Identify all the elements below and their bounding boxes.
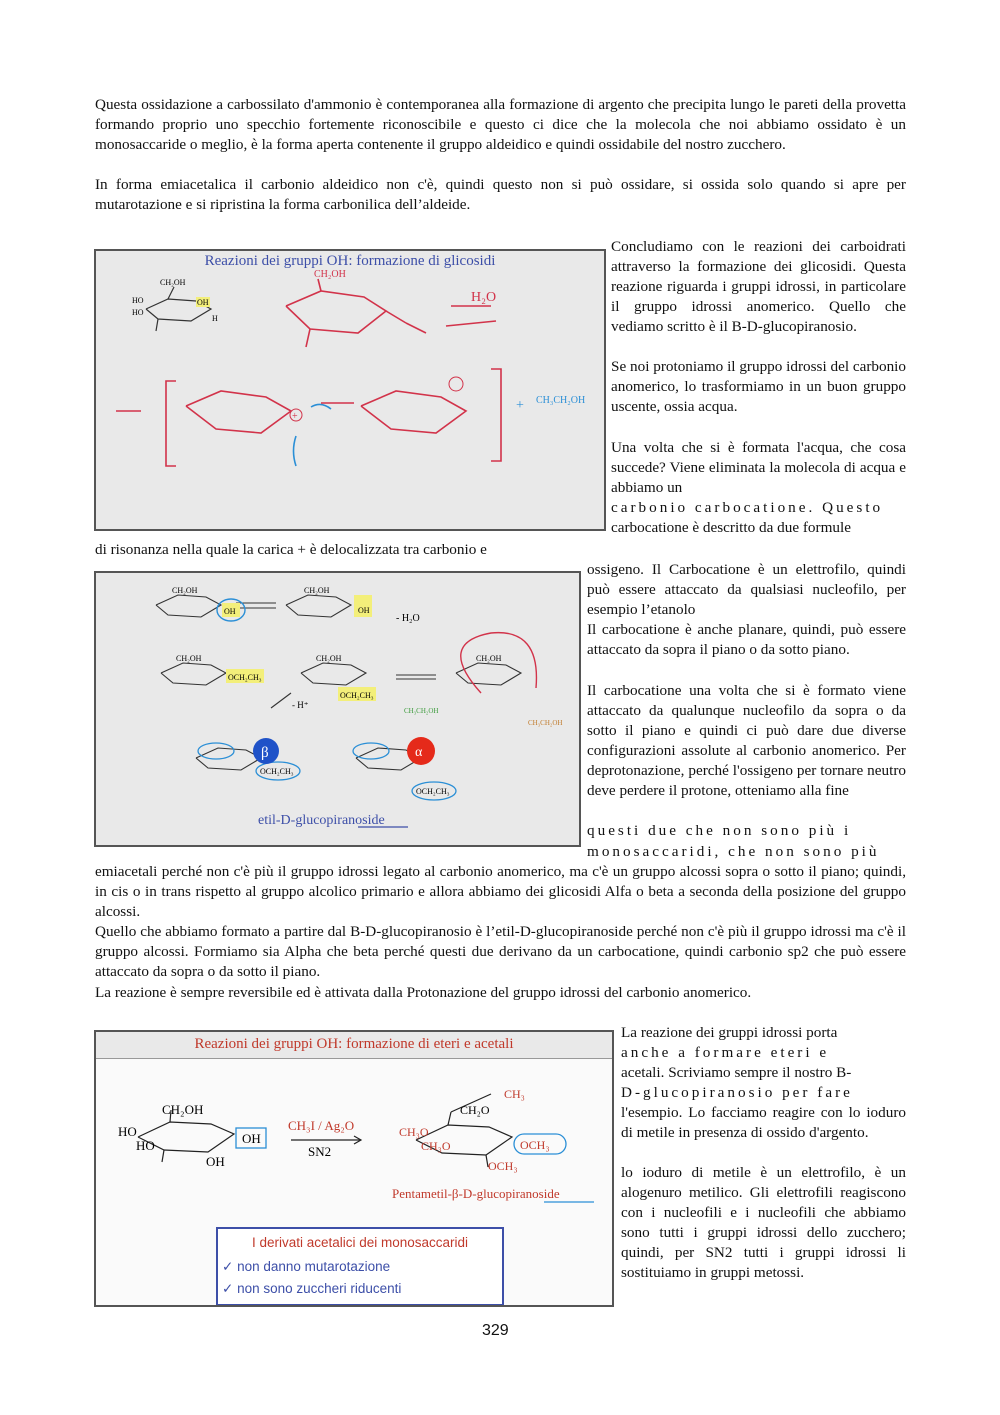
label-ch2oh: CH₂OH (176, 654, 202, 663)
section1-text-d: carbonio carbocatione. Questo (611, 499, 884, 516)
slide-title: Reazioni dei gruppi OH: formazione di eteri e acetali (194, 1036, 514, 1052)
label-ch2oh: CH₂OH (160, 278, 186, 287)
label-ch2oh: CH₂OH (172, 586, 198, 595)
slide-title: Reazioni dei gruppi OH: formazione di glicosidi (204, 253, 496, 269)
label-oh: OH (224, 607, 236, 616)
label-och2ch3: OCH₂CH₃ (260, 767, 294, 776)
label-ch3: CH₃ (504, 1087, 525, 1101)
acetal-box-item-label: non sono zuccheri riducenti (237, 1281, 402, 1296)
acetal-derivatives-box (216, 1227, 504, 1306)
section2-text-a: ossigeno. Il Carbocatione è un elettrofilo, quindi può essere attaccato da qualsiasi nucleofilo, per esempio l’etanolo (587, 561, 906, 618)
section2-text-g: Quello che abbiamo formato a partire dal B-D-glucopiranosio è l’etil-D-glucopiranoside perché non c'è più il gruppo idrossi ma c'è il gruppo alcossi. Formiamo sia Alpha che beta perché questi due derivano da un carbocatione, quindi carbonio sp2 che può essere attaccato da sopra o da sotto il piano. (95, 923, 906, 980)
section2-text-h: La reazione è sempre reversibile ed è attivata dalla Protonazione del gruppo idrossi del carbonio anomerico. (95, 984, 752, 1001)
acetal-box-item-2 (222, 1281, 401, 1297)
acetal-box-item-label: non danno mutarotazione (237, 1259, 391, 1274)
section2-text-b: Il carbocatione è anche planare, quindi, può essere attaccato da sopra il piano o da sotto piano. (587, 621, 906, 658)
label-ch2o: CH₂O (460, 1103, 490, 1117)
label-ch2oh: CH₂OH (304, 586, 330, 595)
beta-label: β (261, 745, 269, 761)
section1-text-c: Una volta che si è formata l'acqua, che cosa succede? Viene eliminata la molecola di acqua e abbiamo un (611, 439, 906, 496)
label-h: H (212, 314, 218, 323)
alpha-label: α (415, 745, 423, 760)
label-oh: OH (242, 1131, 261, 1146)
label-minus-h: - H⁺ (292, 700, 309, 710)
intro-paragraph-2: In forma emiacetalica il carbonio aldeidico non c'è, quindi questo non si può ossidare, si ossida solo quando si apre per mutarotazione e si ripristina la forma carbonilica dell’aldeide. (95, 176, 906, 213)
label-och2ch3: OCH₂CH₃ (340, 691, 374, 700)
reagent-label: CH₃I / Ag₂O (288, 1118, 355, 1133)
label-ho: HO (118, 1124, 137, 1139)
mechanism-label: SN2 (308, 1144, 332, 1159)
section2-text-d: questi due che non sono più i (587, 822, 852, 839)
acetal-box-item-1 (222, 1259, 390, 1275)
intro-paragraph-1: Questa ossidazione a carbossilato d'ammonio è contemporanea alla formazione di argento che precipita lungo le pareti della provetta formando proprio uno specchio fortemente riconoscibile e questo ci dice che la molecola che noi abbiamo ossidato è un monosaccaride o meglio, è la forma aperta contenente il gruppo aldeidico e quindi ossidabile del nostro zucchero. (95, 96, 906, 153)
section3-text-a: La reazione dei gruppi idrossi porta (621, 1024, 838, 1041)
label-h2o: H₂O (471, 290, 497, 305)
section1-text-f: di risonanza nella quale la carica + è delocalizzata tra carbonio e (95, 541, 487, 558)
slide-etil-glucopiranoside (94, 571, 581, 847)
label-ho: HO (132, 296, 144, 305)
slide-glicosidi (94, 249, 606, 531)
section1-text-a: Concludiamo con le reazioni dei carboidrati attraverso la formazione dei glicosidi. Questa reazione riguarda i gruppi idrossi, in particolare il gruppo idrossi anomerico. Quello che vediamo scritto è il B-D-glucopiranosio. (611, 238, 906, 335)
label-ch2oh: CH₂OH (162, 1102, 204, 1117)
section2-text-f: emiacetali perché non c'è più il gruppo idrossi legato al carbonio anomerico, ma c'è un gruppo alcossi sopra o sotto il piano; quindi, in cis o in trans rispetto al gruppo alcolico primario e allora abbiamo dei glicosidi Alfa o beta a seconda della posizione del gruppo alcossi. (95, 863, 906, 920)
glicosidi-reaction-diagram (96, 251, 604, 529)
section2-text-c: Il carbocatione una volta che si è formato viene attaccato da qualunque nucleofilo da sopra o da sotto il piano e quindi ci può dare due diverse configurazioni assolute al carbonio anomerico. Per deprotonazione, perché l'ossigeno per tornare neutro deve perdere il protone, otteniamo alla fine (587, 682, 906, 799)
label-ethanol: CH₃CH₂OH (404, 707, 439, 715)
label-ethanol: CH₃CH₂OH (528, 719, 563, 727)
label-och2ch3: OCH₂CH₃ (228, 673, 262, 682)
section1-text-b: Se noi protoniamo il gruppo idrossi del carbonio anomerico, lo trasformiamo in un buon gruppo uscente, ossia acqua. (611, 358, 906, 415)
label-plus: + (292, 411, 298, 422)
label-och3: OCH₃ (488, 1159, 518, 1173)
check-icon: ✓ (222, 1259, 234, 1274)
slide-caption: etil-D-glucopiranoside (258, 813, 385, 828)
product-label: Pentametil-β-D-glucopiranoside (392, 1186, 560, 1201)
label-oh: OH (358, 606, 370, 615)
label-och2ch3: OCH₂CH₃ (416, 787, 450, 796)
section3-text-c: acetali. Scriviamo sempre il nostro B- (621, 1064, 852, 1081)
check-icon: ✓ (222, 1281, 234, 1296)
label-ethanol: CH₃CH₂OH (536, 395, 586, 406)
label-oh: OH (197, 298, 209, 307)
label-plus: + (516, 398, 524, 413)
slide-eteri-acetali (94, 1030, 614, 1307)
label-ho: HO (132, 308, 144, 317)
section3-text-f: lo ioduro di metile è un elettrofilo, è un alogenuro metilico. Gli elettrofili reagiscono con i nucleofili e i nucleofili che abbiamo sono tutti i gruppi idrossi dello zucchero; quindi, per SN2 tutti i gruppi idrossi li sostituiamo in gruppi metossi. (621, 1164, 906, 1281)
section3-text-e: l'esempio. Lo facciamo reagire con lo ioduro di metile in presenza di ossido d'argento. (621, 1104, 906, 1141)
label-och3: OCH₃ (520, 1138, 550, 1152)
section1-text-e: carbocatione è descritto da due formule (611, 519, 851, 536)
label-ch2oh: CH₂OH (316, 654, 342, 663)
section3-text-b: anche a formare eteri e (621, 1044, 830, 1061)
label-ch3o: CH₃O (399, 1125, 429, 1139)
acetal-box-title: I derivati acetalici dei monosaccaridi (251, 1235, 469, 1250)
label-ch2oh: CH₂OH (314, 269, 346, 280)
label-ch2oh: CH₂OH (476, 654, 502, 663)
label-ch3o: CH₃O (421, 1139, 451, 1153)
section3-text-d: D-glucopiranosio per fare (621, 1084, 853, 1101)
label-minus-h2o: - H₂O (396, 613, 420, 624)
label-oh: OH (206, 1154, 225, 1169)
etil-reaction-diagram (96, 573, 579, 845)
page-number: 329 (482, 1322, 509, 1339)
section2-text-e: monosaccaridi, che non sono più (587, 843, 880, 860)
label-ho: HO (136, 1138, 155, 1153)
